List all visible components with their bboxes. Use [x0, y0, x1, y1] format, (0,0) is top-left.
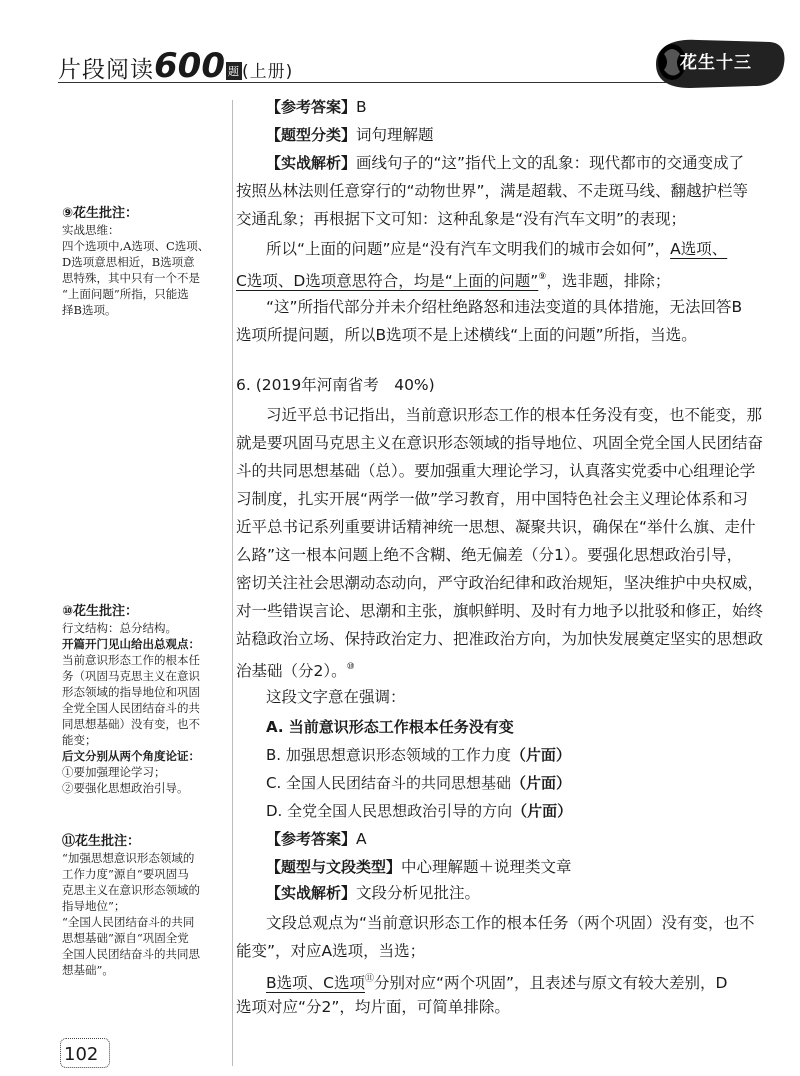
analysis-paragraph-2-cont	[236, 264, 670, 294]
option-c[interactable]	[266, 770, 571, 796]
note-line: 实战思维：	[62, 223, 120, 237]
note-line: 思特殊，其中只有一个不是	[62, 271, 200, 285]
answer-row	[266, 94, 367, 120]
note-line: 务（巩固马克思主义在意识	[62, 669, 200, 683]
answer-tag: 【参考答案】	[266, 98, 357, 116]
analysis-paragraph-2	[266, 236, 727, 262]
option-label: D. 全党全国人民思想政治引导的方向	[266, 802, 513, 820]
note-line: 能变；	[62, 733, 97, 747]
book-title-prefix: 片段阅读	[58, 57, 154, 83]
note-line: 择B选项。	[62, 303, 117, 317]
note-line: 全党全国人民团结奋斗的共	[62, 701, 200, 715]
note-title: ⑩花生批注：	[62, 604, 139, 619]
option-label: C. 全国人民团结奋斗的共同思想基础	[266, 774, 512, 792]
note-line: 思想基础”源自“巩固全党	[62, 931, 189, 945]
note-bold-line: 后文分别从两个角度论证：	[62, 749, 200, 763]
type-value: 词句理解题	[356, 126, 434, 144]
analysis-row	[266, 150, 744, 176]
analysis-line: “这”所指代部分并未介绍杜绝路怒和违法变道的具体措施，无法回答B	[266, 298, 743, 316]
analysis-text: ，选非题，排除；	[546, 272, 671, 290]
underlined-option-a: A选项、	[670, 240, 728, 258]
note-line: 想基础”。	[62, 963, 114, 977]
header-rule	[58, 82, 734, 83]
note-ref-11: ⑪	[364, 974, 374, 984]
analysis-tag: 【实战解析】	[266, 154, 357, 172]
passage-line: 斗的共同思想基础（总）。要加强重大理论学习，认真落实党委中心组理论学	[236, 462, 756, 480]
analysis-text: 所以“上面的问题”应是“没有汽车文明我们的城市会如何”，	[266, 240, 671, 258]
note-line: 同思想基础）没有变，也不	[62, 717, 200, 731]
book-title-unit: 题	[226, 62, 242, 80]
book-title-number: 600	[154, 46, 225, 86]
passage-line: 习制度，扎实开展“两学一做”学习教育，用中国特色社会主义理论体系和习	[236, 490, 749, 508]
passage-last-line	[236, 654, 355, 684]
note-line: 克思主义在意识形态领域的	[62, 883, 200, 897]
answer-tag: 【参考答案】	[266, 830, 357, 848]
option-label: A. 当前意识形态工作根本任务没有变	[266, 718, 514, 736]
side-note-11	[62, 834, 222, 978]
answer-value: A	[356, 830, 367, 848]
question-header: 6. (2019年河南省考 40%)	[236, 376, 435, 394]
underlined-options-cd: C选项、D选项意思符合，均是“上面的问题”	[236, 272, 539, 290]
q6-type-row	[266, 854, 572, 880]
type-tag: 【题型与文段类型】	[266, 858, 402, 876]
note-line: ②要强化思想政治引导。	[62, 781, 189, 795]
q6-analysis-last	[266, 966, 727, 996]
note-line: 行文结构：总分结构。	[62, 621, 177, 635]
note-ref-9: ⑨	[538, 272, 547, 282]
passage-line: 就是要巩固马克思主义在意识形态领域的指导地位、巩固全党全国人民团结奋	[236, 434, 764, 452]
question-stem: 这段文字意在强调：	[266, 688, 406, 706]
type-tag: 【题型分类】	[266, 126, 357, 144]
analysis-value: 文段分析见批注。	[356, 884, 481, 902]
option-b[interactable]	[266, 742, 571, 768]
logo-text: 花生十三	[680, 53, 752, 73]
note-title: ⑨花生批注：	[62, 206, 139, 221]
analysis-line: 按照丛林法则任意穿行的“动物世界”，满是超载、不走斑马线、翻越护栏等	[236, 182, 749, 200]
note-title: ⑪花生批注：	[62, 834, 141, 849]
passage-line: 么路”这一根本问题上绝不含糊、绝无偏差（分1）。要强化思想政治引导，	[236, 546, 743, 564]
note-line: 四个选项中,A选项、C选项、	[62, 239, 210, 253]
note-line: “上面问题”所指，只能选	[62, 287, 189, 301]
note-line: 工作力度”源自“要巩固马	[62, 867, 189, 881]
option-label: B. 加强思想意识形态领域的工作力度	[266, 746, 511, 764]
analysis-line: 选项所提问题，所以B选项不是上述横线“上面的问题”所指，当选。	[236, 326, 697, 344]
column-divider	[232, 100, 233, 1066]
option-note: （片面）	[510, 746, 571, 764]
answer-value: B	[356, 98, 367, 116]
option-note: （片面）	[511, 774, 572, 792]
note-line: 当前意识形态工作的根本任	[62, 653, 200, 667]
option-a[interactable]	[266, 714, 514, 740]
analysis-line: 画线句子的“这”指代上文的乱象：现代都市的交通变成了	[356, 154, 745, 172]
passage-line: 习近平总书记指出，当前意识形态工作的根本任务没有变，也不能变，那	[266, 406, 763, 424]
page-number: 102	[64, 1044, 99, 1065]
q6-answer-row	[266, 826, 367, 852]
q6-analysis-line: 能变”，对应A选项，当选；	[236, 942, 426, 960]
q6-analysis-row	[266, 880, 480, 906]
option-note: （片面）	[512, 802, 573, 820]
book-title-volume: (上册)	[241, 62, 294, 82]
book-title	[58, 46, 293, 86]
note-line: “全国人民团结奋斗的共同	[62, 915, 195, 929]
note-line: ①要加强理论学习；	[62, 765, 166, 779]
analysis-tag: 【实战解析】	[266, 884, 357, 902]
side-note-9	[62, 206, 222, 318]
passage-line: 密切关注社会思潮动态动向，严守政治纪律和政治规矩，坚决维护中央权威，	[236, 574, 764, 592]
note-line: 形态领域的指导地位和巩固	[62, 685, 200, 699]
q6-analysis-line: 选项对应“分2”，均片面，可简单排除。	[236, 998, 510, 1016]
underlined-options-bc: B选项、C选项	[266, 974, 365, 992]
q6-analysis-line: 文段总观点为“当前意识形态工作的根本任务（两个巩固）没有变，也不	[266, 914, 755, 932]
note-line: “加强思想意识形态领域的	[62, 851, 195, 865]
type-value: 中心理解题＋说理类文章	[401, 858, 572, 876]
side-note-10	[62, 604, 222, 796]
note-line: 全国人民团结奋斗的共同思	[62, 947, 200, 961]
type-row	[266, 122, 434, 148]
passage-line: 近平总书记系列重要讲话精神统一思想、凝聚共识，确保在“举什么旗、走什	[236, 518, 756, 536]
passage-line: 对一些错误言论、思潮和主张，旗帜鲜明、及时有力地予以批驳和修正，始终	[236, 602, 764, 620]
analysis-line: 交通乱象；再根据下文可知：这种乱象是“没有汽车文明”的表现；	[236, 210, 687, 228]
option-d[interactable]	[266, 798, 572, 824]
analysis-text: 分别对应“两个巩固”，且表述与原文有较大差别，D	[373, 974, 728, 992]
note-line: 指导地位”；	[62, 899, 126, 913]
note-bold-line: 开篇开门见山给出总观点：	[62, 637, 200, 651]
note-line: D选项意思相近，B选项意	[62, 255, 195, 269]
passage-line: 站稳政治立场、保持政治定力、把准政治方向，为加快发展奠定坚实的思想政	[236, 630, 764, 648]
note-ref-10: ⑩	[346, 662, 355, 672]
passage-line: 治基础（分2）。	[236, 662, 347, 680]
